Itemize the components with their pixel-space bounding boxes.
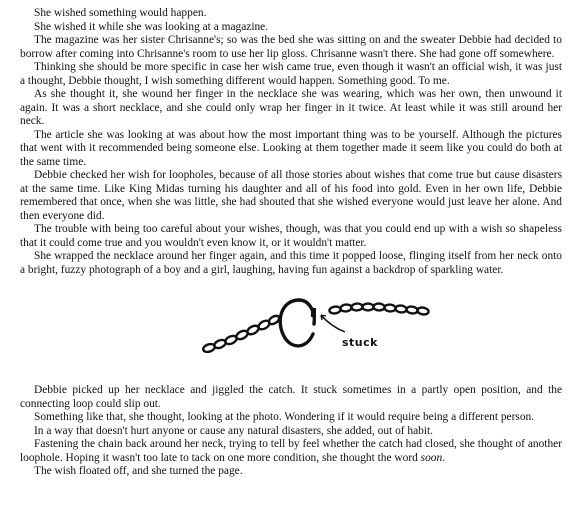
paragraph-13 bbox=[20, 438, 562, 465]
stuck-label: stuck bbox=[342, 336, 378, 349]
paragraph-5: As she thought it, she wound her finger in the necklace she was wearing, which was her own, then unwound it again. It was a short necklace, and she could only wrap her finger in it twice. At least while it was still around her neck. bbox=[20, 88, 562, 127]
paragraph-9: She wrapped the necklace around her finger again, and this time it popped loose, flinging itself from her neck onto a bright, fuzzy photograph of a boy and a girl, laughing, having fun against a backdrop of sparkling water. bbox=[20, 250, 562, 276]
paragraph-6: The article she was looking at was about how the most important thing was to be yourself. Although the pictures that went with it recommended being someone else. Looking at them together made it seem like you could do both at the same time. bbox=[20, 128, 562, 168]
paragraph-2: She wished it while she was looking at a magazine. bbox=[34, 20, 269, 33]
paragraph-10: Debbie picked up her necklace and jiggled the catch. It stuck sometimes in a partly open position, and the connecting loop could slip out. bbox=[20, 384, 562, 410]
paragraph-13-text: Fastening the chain back around her neck, trying to tell by feel whether the catch had closed, she thought of another loophole. Hoping it wasn't too late to tack on one more condition, she thought the word bbox=[20, 438, 562, 464]
paragraph-7: Debbie checked her wish for loopholes, because of all those stories about wishes that come true but cause disasters at the same time. Like King Midas turning his daughter and all of his food into gold. Even in her own life, Debbie remembered that once, when she was little, she had shouted that she wished everyone would just leave her alone. And then everyone did. bbox=[20, 169, 562, 222]
paragraph-12: In a way that doesn't hurt anyone or cause any natural disasters, she added, out of habit. bbox=[34, 424, 434, 437]
paragraph-4: Thinking she should be more specific in case her wish came true, even though it wasn't an official wish, it was just a thought, Debbie thought, I wish something different would happen. Something good. To me. bbox=[20, 61, 562, 87]
paragraph-3: The magazine was her sister Chrisanne's; so was the bed she was sitting on and the sweater Debbie had decided to borrow after coming into Chrisanne's room to use her lip gloss. Chrisanne wasn't there. She had gone off somewhere. bbox=[20, 34, 562, 60]
paragraph-1: She wished something would happen. bbox=[34, 7, 207, 19]
paragraph-8: The trouble with being too careful about your wishes, though, was that you could end up with a wish so shapeless that it could come true and you wouldn't even know it, or it wouldn't matter. bbox=[20, 223, 562, 249]
paragraph-11: Something like that, she thought, looking at the photo. Wondering if it would require being a different person. bbox=[34, 411, 535, 423]
necklace-illustration bbox=[20, 277, 562, 384]
broken-necklace-drawing bbox=[195, 288, 445, 358]
paragraph-14: The wish floated off, and she turned the page. bbox=[34, 465, 243, 477]
soon-emphasis: soon bbox=[420, 451, 443, 464]
paragraph-13-end: . bbox=[442, 451, 446, 464]
book-page bbox=[20, 7, 562, 479]
